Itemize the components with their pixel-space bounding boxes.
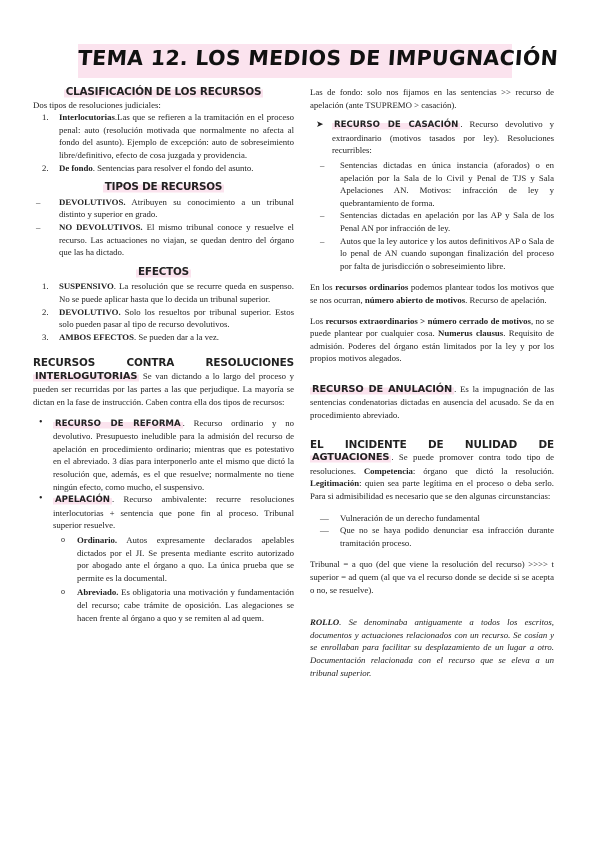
list-item: 3. AMBOS EFECTOS. Se pueden dar a la vez. — [42, 331, 219, 342]
clasificacion-list — [33, 111, 294, 174]
clasificacion-heading: CLASIFICACIÓN DE LOS RECURSOS — [65, 86, 262, 98]
efectos-list — [33, 280, 294, 343]
list-item: o Abreviado. Es obligatoria una motivación y fundamentación del recurso; cabe trámite de oposición. Las alegaciones se hacen frente al órgano a quo y se remiten al ad quem. — [61, 587, 294, 623]
list-item: ➤ RECURSO DE CASACIÓN . Recurso devolutivo y extraordinario (motivos tasados por ley). Resoluciones recurribles: — [316, 119, 554, 156]
list-item: 1. SUSPENSIVO. La resolución que se recurre queda en suspenso. No se puede aplicar hasta que lo decida un tribunal superior. — [42, 281, 294, 304]
nulidad-heading: EL INCIDENTE DE NULIDAD DE — [310, 438, 554, 451]
interlocutorias-heading: INTERLOGUTORIAS — [35, 370, 138, 382]
tipos-list — [33, 196, 294, 259]
list-item: – Sentencias dictadas en única instancia (aforados) o en apelación por la Sala de lo Civil y Penal de TJS y Sala Apelaciones AN. Motivos: infracción de ley y quebrantamiento de forma. — [320, 159, 554, 208]
list-item: • APELACIÓN . Recurso ambivalente: recurre resoluciones interlocutorias + sentencia que pone fin al proceso. Tribunal superior resuelve. — [39, 493, 294, 531]
list-item: 2. DEVOLUTIVO. Solo los resueltos por tribunal superior. Estos solo pueden pasar al tipo de recurso devolutivos. — [42, 306, 294, 330]
casacion-block — [310, 118, 554, 157]
efectos-heading: EFECTOS — [138, 265, 189, 278]
list-item: — Vulneración de un derecho fundamental — [320, 512, 480, 523]
clasificacion-intro: Dos tipos de resoluciones judiciales: — [33, 99, 161, 110]
tribunal-paragraph: Tribunal = a quo (del que viene la resolución del recurso) >>>> t superior = ad quem (al que va el recurso donde se decide si se acepta o no, se resuelve). — [310, 559, 554, 595]
list-item: 1. Interlocutorias.Las que se refieren a la tramitación en el proceso penal: auto (resolución motivada que normalmente no afecta al fondo del asunto). Ejemplo de excepción: auto de sobreseimiento libre/definitivo, efecto de cosa juzgada y providencia. — [42, 112, 294, 160]
extraordinarios-paragraph: Los recursos extraordinarios > número cerrado de motivos, no se puede plantear por cualquier cosa. Numerus clausus. Requisito de admisión. Poderes del órgano están limitados por la ley y por los propios motivos alegados. — [310, 315, 555, 364]
list-item: – Autos que la ley autorice y los autos definitivos AP o Sala de lo penal de AN cuando supongan finalización del proceso por falta de jurisdicción o sobreseimiento libre. — [320, 235, 554, 271]
ordinarios-paragraph: En los recursos ordinarios podemos plantear todos los motivos que se nos ocurran, número abierto de motivos. Recurso de apelación. — [310, 282, 554, 305]
list-item: — Que no se haya podido denunciar esa infracción durante tramitación proceso. — [320, 525, 554, 548]
page-title: TEMA 12. LOS MEDIOS DE IMPUGNACIÓN — [77, 46, 559, 70]
right-column — [310, 86, 554, 679]
list-item: o Ordinario. Autos expresamente declarados apelables dictados por el JI. Se presenta mediante escrito autorizado por abogado ante el órgano a quo. La única prueba que se permite es la documental. — [61, 535, 294, 583]
anulacion-paragraph: RECURSO DE ANULACIÓN . Es la impugnación de las sentencias condenatorias dictadas en ausencia del acusado. Se da en procedimiento abreviado. — [310, 383, 554, 421]
rollo-paragraph: ROLLO. Se denominaba antiguamente a todos los escritos, documentos y actuaciones relacionados con un recurso. Se cosían y se enrollaban para facilitar su desplazamiento de un lugar a otro. Documentación relacionada con el recurso que se eleva a un tribunal superior. — [310, 617, 554, 678]
tipos-heading: TIPOS DE RECURSOS — [104, 181, 223, 194]
anulacion-heading: RECURSO DE ANULACIÓN — [312, 383, 453, 395]
recursos-contra-text: Se van dictando a lo largo del proceso y pueden ser recurridas por las partes a las que perjudique. La mayoría se dictan en la fase de instrucción. Caben contra ella dos tipos de recursos: — [33, 370, 294, 408]
nulidad-paragraph: AGTUACIONES . Se puede promover contra todo tipo de resoluciones. Competencia: órgano que dictó la resolución. Legitimación: quien sea parte legítima en el proceso o deba serlo. Para si admisibilidad es necesario que se den algunas circunstancias: — [310, 452, 554, 502]
contra-list — [33, 417, 294, 625]
casacion-list — [310, 159, 554, 272]
list-item: 2. De fondo. Sentencias para resolver el fondo del asunto. — [42, 162, 254, 173]
nulidad-list — [310, 512, 554, 550]
left-column — [33, 86, 294, 624]
list-item: – NO DEVOLUTIVOS. El mismo tribunal conoce y resuelve el recurso. Las actuaciones no viajan, se quedan dentro del órgano que las ha dictado. — [36, 221, 294, 258]
arrow-icon: ➤ — [316, 119, 324, 130]
list-item: • RECURSO DE REFORMA . Recurso ordinario y no devolutivo. Presupuesto ineludible para la admisión del recurso de apelación en procedimiento ordinario; mientras que es potestativo en el abreviado. 3 días para interponerlo ante el mismo que dictó la resolución que, además, es el que resuelve; normalmente no tiene ningún efecto, como mucho, el suspensivo. — [39, 416, 295, 492]
list-item: – DEVOLUTIVOS. Atribuyen su conocimiento a un tribunal distinto y superior en grado. — [36, 196, 294, 220]
list-item: – Sentencias dictadas en apelación por las AP y Sala de los Penal AN por infracción de ley. — [320, 210, 554, 233]
fondo-intro: Las de fondo: solo nos fijamos en las sentencias >> recurso de apelación (ante TSUPREMO > casación). — [310, 87, 554, 110]
recursos-contra-heading: RECURSOS CONTRA RESOLUCIONES — [33, 357, 294, 370]
